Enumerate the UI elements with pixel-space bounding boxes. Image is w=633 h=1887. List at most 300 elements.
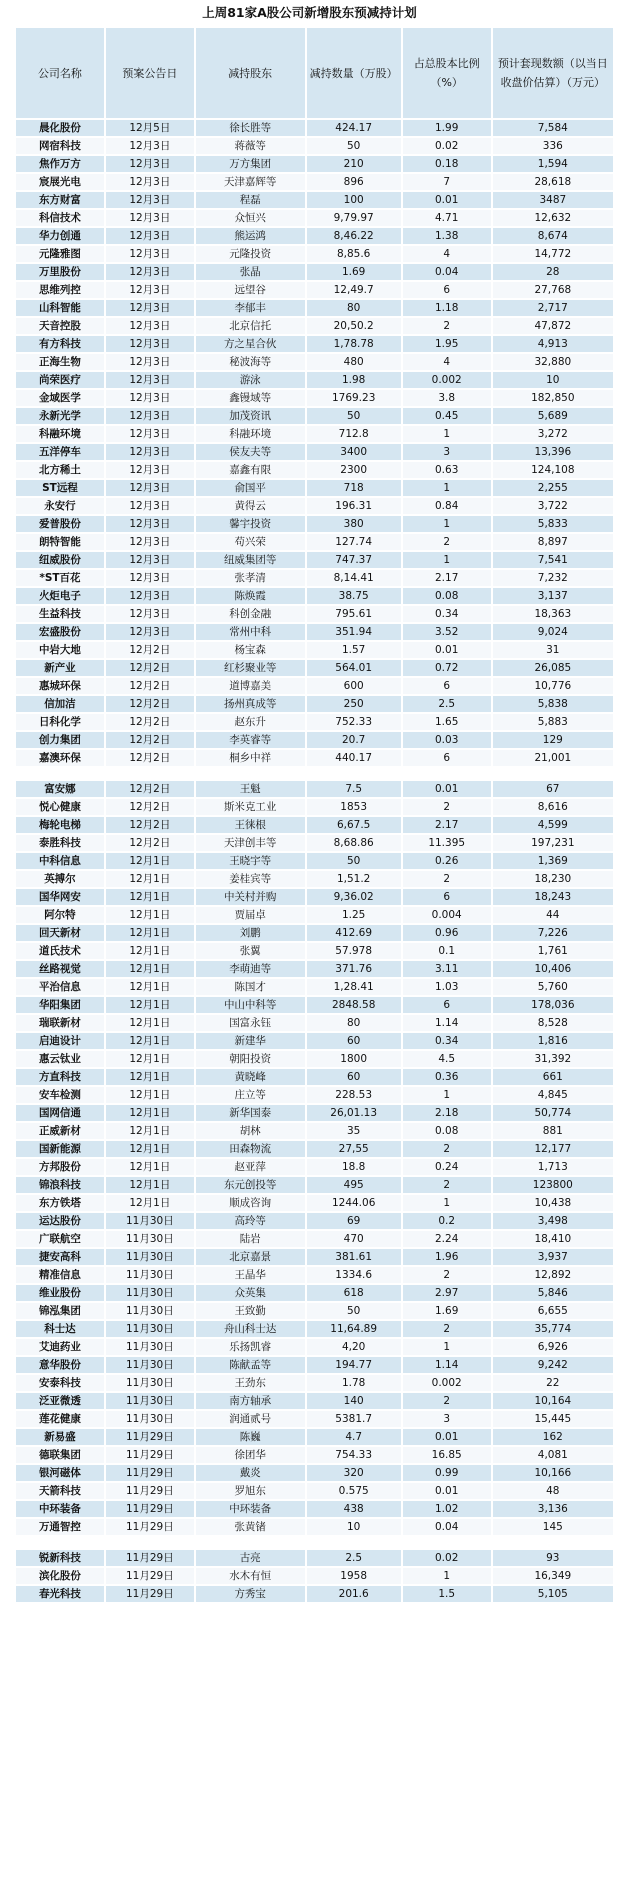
table-row — [16, 516, 613, 532]
cell-announcement-date: 11月30日 — [106, 1303, 194, 1319]
cell-share-ratio: 1.14 — [403, 1015, 491, 1031]
cell-reduction-amount: 50 — [307, 138, 401, 154]
cell-reduction-amount: 1.98 — [307, 372, 401, 388]
cell-reduction-amount: 18.8 — [307, 1159, 401, 1175]
cell-announcement-date: 12月1日 — [106, 1087, 194, 1103]
table-row — [16, 426, 613, 442]
cell-announcement-date: 11月29日 — [106, 1550, 194, 1566]
cell-share-ratio: 6 — [403, 282, 491, 298]
table-row — [16, 480, 613, 496]
cell-share-ratio: 0.04 — [403, 264, 491, 280]
cell-shareholder: 杨宝森 — [196, 642, 305, 658]
cell-reduction-amount: 754.33 — [307, 1447, 401, 1463]
cell-company-name: 广联航空 — [16, 1231, 104, 1247]
cell-company-name: 金域医学 — [16, 390, 104, 406]
table-row — [16, 750, 613, 766]
table-row — [16, 1321, 613, 1337]
cell-shareholder: 姜桂宾等 — [196, 871, 305, 887]
cell-company-name: 思维列控 — [16, 282, 104, 298]
cell-estimated-cashout: 1,761 — [493, 943, 613, 959]
cell-reduction-amount: 795.61 — [307, 606, 401, 622]
cell-share-ratio: 7 — [403, 174, 491, 190]
table-row — [16, 210, 613, 226]
cell-share-ratio: 0.02 — [403, 138, 491, 154]
cell-estimated-cashout: 123800 — [493, 1177, 613, 1193]
cell-reduction-amount: 2.5 — [307, 1550, 401, 1566]
cell-reduction-amount: 896 — [307, 174, 401, 190]
table-body — [16, 120, 613, 1602]
cell-reduction-amount: 57.978 — [307, 943, 401, 959]
cell-estimated-cashout: 5,846 — [493, 1285, 613, 1301]
cell-estimated-cashout: 7,232 — [493, 570, 613, 586]
table-row — [16, 1375, 613, 1391]
cell-company-name: ST远程 — [16, 480, 104, 496]
cell-shareholder: 程磊 — [196, 192, 305, 208]
cell-announcement-date: 12月1日 — [106, 1105, 194, 1121]
cell-company-name: 科士达 — [16, 1321, 104, 1337]
cell-company-name: 泛亚微透 — [16, 1393, 104, 1409]
cell-share-ratio: 11.395 — [403, 835, 491, 851]
table-row — [16, 678, 613, 694]
cell-announcement-date: 12月3日 — [106, 228, 194, 244]
cell-reduction-amount: 9,79.97 — [307, 210, 401, 226]
cell-company-name: 永新光学 — [16, 408, 104, 424]
cell-reduction-amount: 480 — [307, 354, 401, 370]
cell-estimated-cashout: 18,230 — [493, 871, 613, 887]
cell-estimated-cashout: 35,774 — [493, 1321, 613, 1337]
cell-estimated-cashout: 3,137 — [493, 588, 613, 604]
cell-estimated-cashout: 661 — [493, 1069, 613, 1085]
cell-announcement-date: 12月3日 — [106, 192, 194, 208]
cell-announcement-date: 11月30日 — [106, 1375, 194, 1391]
cell-reduction-amount: 10 — [307, 1519, 401, 1535]
cell-estimated-cashout: 4,913 — [493, 336, 613, 352]
cell-share-ratio: 0.72 — [403, 660, 491, 676]
table-row — [16, 156, 613, 172]
table-row — [16, 1069, 613, 1085]
cell-announcement-date: 12月3日 — [106, 624, 194, 640]
table-row — [16, 1105, 613, 1121]
cell-company-name: 锦浪科技 — [16, 1177, 104, 1193]
cell-announcement-date: 12月2日 — [106, 750, 194, 766]
cell-shareholder: 古亮 — [196, 1550, 305, 1566]
cell-share-ratio: 1 — [403, 480, 491, 496]
table-row — [16, 1483, 613, 1499]
cell-shareholder: 黄得云 — [196, 498, 305, 514]
cell-announcement-date: 11月30日 — [106, 1339, 194, 1355]
cell-reduction-amount: 2300 — [307, 462, 401, 478]
cell-reduction-amount: 320 — [307, 1465, 401, 1481]
cell-company-name: 意华股份 — [16, 1357, 104, 1373]
table-row — [16, 1586, 613, 1602]
cell-share-ratio: 2 — [403, 318, 491, 334]
cell-company-name: 尚荣医疗 — [16, 372, 104, 388]
cell-share-ratio: 2.5 — [403, 696, 491, 712]
report-container — [16, 0, 633, 1604]
cell-announcement-date: 12月3日 — [106, 282, 194, 298]
cell-estimated-cashout: 2,717 — [493, 300, 613, 316]
table-row — [16, 1393, 613, 1409]
cell-announcement-date: 12月3日 — [106, 156, 194, 172]
cell-reduction-amount: 69 — [307, 1213, 401, 1229]
cell-reduction-amount: 20,50.2 — [307, 318, 401, 334]
cell-reduction-amount: 35 — [307, 1123, 401, 1139]
cell-company-name: 科融环境 — [16, 426, 104, 442]
cell-announcement-date: 12月2日 — [106, 835, 194, 851]
cell-shareholder: 中关村并购 — [196, 889, 305, 905]
table-row — [16, 372, 613, 388]
cell-estimated-cashout: 1,594 — [493, 156, 613, 172]
cell-shareholder: 陈巍 — [196, 1429, 305, 1445]
cell-announcement-date: 12月3日 — [106, 354, 194, 370]
cell-reduction-amount: 3400 — [307, 444, 401, 460]
cell-shareholder: 王致勤 — [196, 1303, 305, 1319]
cell-company-name: 惠云钛业 — [16, 1051, 104, 1067]
cell-share-ratio: 1 — [403, 1339, 491, 1355]
cell-estimated-cashout: 47,872 — [493, 318, 613, 334]
cell-announcement-date: 12月2日 — [106, 696, 194, 712]
cell-share-ratio: 0.2 — [403, 1213, 491, 1229]
cell-estimated-cashout: 7,226 — [493, 925, 613, 941]
cell-share-ratio: 0.96 — [403, 925, 491, 941]
cell-shareholder: 馨宇投资 — [196, 516, 305, 532]
cell-announcement-date: 12月1日 — [106, 889, 194, 905]
cell-share-ratio: 2.17 — [403, 817, 491, 833]
cell-company-name: 中环装备 — [16, 1501, 104, 1517]
cell-reduction-amount: 747.37 — [307, 552, 401, 568]
cell-estimated-cashout: 28,618 — [493, 174, 613, 190]
cell-announcement-date: 12月3日 — [106, 336, 194, 352]
cell-estimated-cashout: 18,410 — [493, 1231, 613, 1247]
cell-estimated-cashout: 13,396 — [493, 444, 613, 460]
cell-shareholder: 南方轴承 — [196, 1393, 305, 1409]
table-row — [16, 1123, 613, 1139]
cell-company-name: 英搏尔 — [16, 871, 104, 887]
cell-shareholder: 蒋薇等 — [196, 138, 305, 154]
cell-shareholder: 熊运鸿 — [196, 228, 305, 244]
cell-share-ratio: 0.99 — [403, 1465, 491, 1481]
cell-share-ratio: 1.95 — [403, 336, 491, 352]
cell-estimated-cashout: 881 — [493, 1123, 613, 1139]
cell-share-ratio: 0.34 — [403, 606, 491, 622]
cell-reduction-amount: 9,36.02 — [307, 889, 401, 905]
cell-company-name: 捷安高科 — [16, 1249, 104, 1265]
cell-company-name: 春光科技 — [16, 1586, 104, 1602]
cell-shareholder: 陈焕霞 — [196, 588, 305, 604]
cell-shareholder: 科融环境 — [196, 426, 305, 442]
table-row — [16, 174, 613, 190]
cell-share-ratio: 1 — [403, 426, 491, 442]
cell-company-name: 正海生物 — [16, 354, 104, 370]
cell-company-name: 艾迪药业 — [16, 1339, 104, 1355]
table-row — [16, 997, 613, 1013]
cell-share-ratio: 2 — [403, 1321, 491, 1337]
cell-reduction-amount: 8,85.6 — [307, 246, 401, 262]
cell-company-name: 平治信息 — [16, 979, 104, 995]
cell-shareholder: 常州中科 — [196, 624, 305, 640]
cell-estimated-cashout: 5,760 — [493, 979, 613, 995]
table-row — [16, 462, 613, 478]
cell-company-name: 安泰科技 — [16, 1375, 104, 1391]
table-row — [16, 336, 613, 352]
cell-company-name: 五洋停车 — [16, 444, 104, 460]
cell-announcement-date: 12月2日 — [106, 642, 194, 658]
table-row — [16, 606, 613, 622]
cell-announcement-date: 12月3日 — [106, 246, 194, 262]
cell-company-name: 朗特智能 — [16, 534, 104, 550]
cell-share-ratio: 3.8 — [403, 390, 491, 406]
cell-company-name: 火炬电子 — [16, 588, 104, 604]
cell-share-ratio: 2 — [403, 1177, 491, 1193]
cell-company-name: 新易盛 — [16, 1429, 104, 1445]
cell-share-ratio: 0.1 — [403, 943, 491, 959]
cell-share-ratio: 0.84 — [403, 498, 491, 514]
cell-reduction-amount: 1244.06 — [307, 1195, 401, 1211]
table-row — [16, 1051, 613, 1067]
cell-shareholder: 嘉鑫有限 — [196, 462, 305, 478]
cell-announcement-date: 12月1日 — [106, 1123, 194, 1139]
table-row — [16, 781, 613, 797]
cell-announcement-date: 11月29日 — [106, 1447, 194, 1463]
section-gap-cell — [16, 1537, 613, 1548]
cell-share-ratio: 0.01 — [403, 1483, 491, 1499]
cell-shareholder: 顺成咨询 — [196, 1195, 305, 1211]
section-gap-cell — [16, 768, 613, 779]
cell-estimated-cashout: 129 — [493, 732, 613, 748]
cell-company-name: 道氏技术 — [16, 943, 104, 959]
cell-reduction-amount: 80 — [307, 1015, 401, 1031]
cell-announcement-date: 12月1日 — [106, 1195, 194, 1211]
cell-share-ratio: 2 — [403, 1393, 491, 1409]
cell-share-ratio: 1.18 — [403, 300, 491, 316]
cell-estimated-cashout: 12,892 — [493, 1267, 613, 1283]
table-row — [16, 732, 613, 748]
cell-estimated-cashout: 8,616 — [493, 799, 613, 815]
cell-reduction-amount: 80 — [307, 300, 401, 316]
cell-shareholder: 李郁丰 — [196, 300, 305, 316]
cell-company-name: 安车检测 — [16, 1087, 104, 1103]
reduction-plan-table — [14, 26, 615, 1604]
cell-announcement-date: 12月1日 — [106, 979, 194, 995]
cell-estimated-cashout: 3,272 — [493, 426, 613, 442]
cell-estimated-cashout: 162 — [493, 1429, 613, 1445]
cell-announcement-date: 12月3日 — [106, 426, 194, 442]
cell-shareholder: 徐长胜等 — [196, 120, 305, 136]
table-row — [16, 696, 613, 712]
header-reduction-amount: 减持数量（万股） — [307, 28, 401, 118]
cell-announcement-date: 12月1日 — [106, 1051, 194, 1067]
cell-announcement-date: 11月30日 — [106, 1231, 194, 1247]
cell-estimated-cashout: 44 — [493, 907, 613, 923]
table-row — [16, 642, 613, 658]
cell-company-name: *ST百花 — [16, 570, 104, 586]
cell-shareholder: 方之星合伙 — [196, 336, 305, 352]
cell-reduction-amount: 440.17 — [307, 750, 401, 766]
cell-announcement-date: 12月3日 — [106, 408, 194, 424]
header-company-name: 公司名称 — [16, 28, 104, 118]
cell-company-name: 山科智能 — [16, 300, 104, 316]
cell-company-name: 嘉澳环保 — [16, 750, 104, 766]
table-row — [16, 1231, 613, 1247]
cell-share-ratio: 1 — [403, 1087, 491, 1103]
cell-company-name: 阿尔特 — [16, 907, 104, 923]
table-row — [16, 1501, 613, 1517]
cell-share-ratio: 0.002 — [403, 1375, 491, 1391]
cell-share-ratio: 2.97 — [403, 1285, 491, 1301]
cell-estimated-cashout: 5,833 — [493, 516, 613, 532]
cell-announcement-date: 11月30日 — [106, 1393, 194, 1409]
cell-announcement-date: 12月1日 — [106, 1177, 194, 1193]
cell-announcement-date: 12月2日 — [106, 817, 194, 833]
cell-announcement-date: 12月1日 — [106, 1015, 194, 1031]
cell-share-ratio: 6 — [403, 750, 491, 766]
header-shareholder: 减持股东 — [196, 28, 305, 118]
cell-announcement-date: 11月29日 — [106, 1501, 194, 1517]
cell-share-ratio: 0.01 — [403, 642, 491, 658]
cell-reduction-amount: 712.8 — [307, 426, 401, 442]
cell-company-name: 晨化股份 — [16, 120, 104, 136]
cell-announcement-date: 11月29日 — [106, 1568, 194, 1584]
cell-announcement-date: 12月3日 — [106, 570, 194, 586]
cell-announcement-date: 12月2日 — [106, 678, 194, 694]
cell-announcement-date: 12月3日 — [106, 264, 194, 280]
cell-reduction-amount: 20.7 — [307, 732, 401, 748]
cell-announcement-date: 12月3日 — [106, 588, 194, 604]
cell-company-name: 银河磁体 — [16, 1465, 104, 1481]
cell-share-ratio: 4 — [403, 246, 491, 262]
cell-reduction-amount: 60 — [307, 1033, 401, 1049]
header-share-ratio: 占总股本比例（%） — [403, 28, 491, 118]
table-row — [16, 660, 613, 676]
cell-announcement-date: 12月2日 — [106, 714, 194, 730]
cell-company-name: 中岩大地 — [16, 642, 104, 658]
cell-shareholder: 中山中科等 — [196, 997, 305, 1013]
cell-estimated-cashout: 32,880 — [493, 354, 613, 370]
cell-announcement-date: 12月3日 — [106, 462, 194, 478]
cell-share-ratio: 0.002 — [403, 372, 491, 388]
cell-company-name: 北方稀土 — [16, 462, 104, 478]
cell-estimated-cashout: 48 — [493, 1483, 613, 1499]
cell-estimated-cashout: 67 — [493, 781, 613, 797]
cell-company-name: 万通智控 — [16, 1519, 104, 1535]
table-row — [16, 354, 613, 370]
cell-announcement-date: 12月1日 — [106, 853, 194, 869]
cell-shareholder: 元隆投资 — [196, 246, 305, 262]
cell-estimated-cashout: 10,406 — [493, 961, 613, 977]
cell-reduction-amount: 1853 — [307, 799, 401, 815]
cell-company-name: 科信技术 — [16, 210, 104, 226]
cell-estimated-cashout: 18,243 — [493, 889, 613, 905]
table-header-row — [16, 28, 613, 118]
cell-shareholder: 黄晓峰 — [196, 1069, 305, 1085]
cell-reduction-amount: 718 — [307, 480, 401, 496]
cell-shareholder: 加茂资讯 — [196, 408, 305, 424]
cell-company-name: 富安娜 — [16, 781, 104, 797]
cell-shareholder: 润通贰号 — [196, 1411, 305, 1427]
cell-announcement-date: 12月2日 — [106, 660, 194, 676]
table-row — [16, 799, 613, 815]
cell-shareholder: 陈献孟等 — [196, 1357, 305, 1373]
cell-announcement-date: 11月30日 — [106, 1249, 194, 1265]
cell-estimated-cashout: 1,369 — [493, 853, 613, 869]
cell-reduction-amount: 50 — [307, 408, 401, 424]
cell-company-name: 焦作万方 — [16, 156, 104, 172]
cell-shareholder: 乐扬凯睿 — [196, 1339, 305, 1355]
cell-share-ratio: 0.24 — [403, 1159, 491, 1175]
cell-shareholder: 新华国泰 — [196, 1105, 305, 1121]
cell-shareholder: 侯友夫等 — [196, 444, 305, 460]
cell-shareholder: 赵东升 — [196, 714, 305, 730]
cell-estimated-cashout: 15,445 — [493, 1411, 613, 1427]
cell-shareholder: 新建华 — [196, 1033, 305, 1049]
cell-reduction-amount: 1800 — [307, 1051, 401, 1067]
cell-company-name: 国华网安 — [16, 889, 104, 905]
cell-shareholder: 北京嘉景 — [196, 1249, 305, 1265]
section-gap — [16, 1537, 613, 1548]
table-row — [16, 228, 613, 244]
cell-share-ratio: 0.26 — [403, 853, 491, 869]
cell-announcement-date: 12月2日 — [106, 732, 194, 748]
cell-shareholder: 水木有恒 — [196, 1568, 305, 1584]
cell-shareholder: 天津创丰等 — [196, 835, 305, 851]
table-row — [16, 552, 613, 568]
cell-estimated-cashout: 182,850 — [493, 390, 613, 406]
cell-shareholder: 国富永钰 — [196, 1015, 305, 1031]
cell-announcement-date: 12月3日 — [106, 318, 194, 334]
cell-reduction-amount: 228.53 — [307, 1087, 401, 1103]
cell-share-ratio: 4 — [403, 354, 491, 370]
cell-shareholder: 远望谷 — [196, 282, 305, 298]
cell-estimated-cashout: 10,776 — [493, 678, 613, 694]
cell-shareholder: 赵亚萍 — [196, 1159, 305, 1175]
cell-estimated-cashout: 145 — [493, 1519, 613, 1535]
table-row — [16, 1519, 613, 1535]
cell-company-name: 生益科技 — [16, 606, 104, 622]
cell-reduction-amount: 6,67.5 — [307, 817, 401, 833]
cell-estimated-cashout: 3,722 — [493, 498, 613, 514]
cell-announcement-date: 12月3日 — [106, 480, 194, 496]
cell-announcement-date: 11月29日 — [106, 1429, 194, 1445]
table-row — [16, 1249, 613, 1265]
cell-reduction-amount: 470 — [307, 1231, 401, 1247]
cell-announcement-date: 12月2日 — [106, 781, 194, 797]
cell-announcement-date: 12月3日 — [106, 138, 194, 154]
cell-estimated-cashout: 5,105 — [493, 1586, 613, 1602]
cell-estimated-cashout: 5,838 — [493, 696, 613, 712]
cell-company-name: 信加洁 — [16, 696, 104, 712]
cell-reduction-amount: 1.25 — [307, 907, 401, 923]
cell-company-name: 爱普股份 — [16, 516, 104, 532]
cell-company-name: 宏盛股份 — [16, 624, 104, 640]
cell-share-ratio: 0.004 — [403, 907, 491, 923]
table-row — [16, 282, 613, 298]
cell-reduction-amount: 412.69 — [307, 925, 401, 941]
cell-share-ratio: 1 — [403, 552, 491, 568]
cell-company-name: 国新能源 — [16, 1141, 104, 1157]
cell-estimated-cashout: 8,674 — [493, 228, 613, 244]
cell-announcement-date: 12月1日 — [106, 1141, 194, 1157]
cell-company-name: 方直科技 — [16, 1069, 104, 1085]
cell-shareholder: 张晶 — [196, 264, 305, 280]
cell-reduction-amount: 564.01 — [307, 660, 401, 676]
table-row — [16, 1159, 613, 1175]
cell-estimated-cashout: 124,108 — [493, 462, 613, 478]
cell-shareholder: 游泳 — [196, 372, 305, 388]
cell-shareholder: 张黄锗 — [196, 1519, 305, 1535]
cell-estimated-cashout: 18,363 — [493, 606, 613, 622]
cell-estimated-cashout: 27,768 — [493, 282, 613, 298]
cell-company-name: 宸展光电 — [16, 174, 104, 190]
